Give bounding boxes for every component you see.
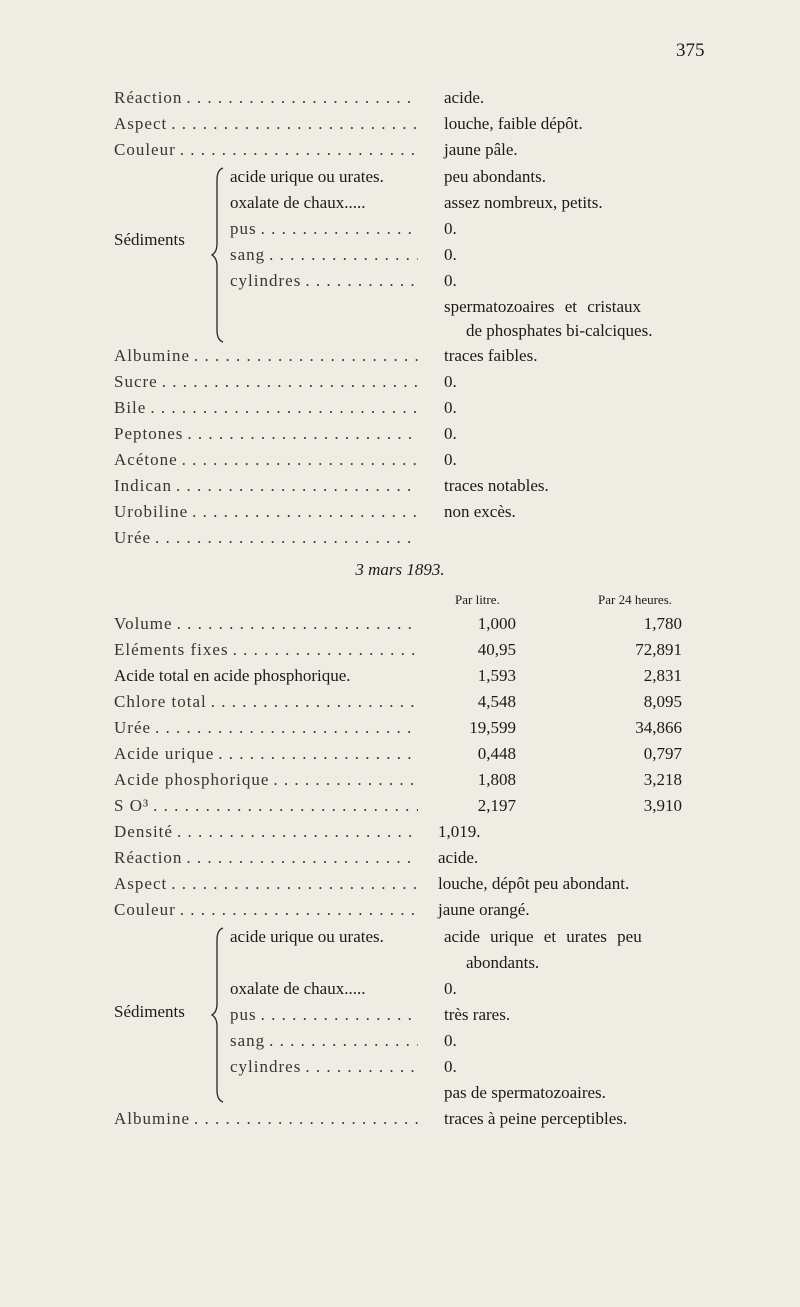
sediment-value: 0. — [444, 271, 457, 290]
sediment-value: très rares. — [444, 1005, 511, 1024]
row-label: Acétone — [114, 450, 182, 469]
list-item — [0, 1028, 800, 1054]
row-label: Albumine — [114, 346, 194, 365]
sediment-value: 0. — [444, 979, 457, 998]
column-header-24h: Par 24 heures. — [598, 592, 673, 607]
row-value: jaune orangé. — [438, 900, 530, 919]
value-24h: 8,095 — [643, 692, 682, 711]
sediment-label: oxalate de chaux..... — [230, 979, 366, 998]
sediment-label: acide urique ou urates. — [230, 927, 384, 946]
row-value: 0. — [444, 424, 457, 443]
sediment-value: 0. — [444, 1031, 457, 1050]
sediment-value: assez nombreux, petits. — [444, 193, 603, 212]
table-row — [0, 689, 800, 715]
value-24h: 34,866 — [635, 718, 682, 737]
sediment-label: cylindres — [230, 1057, 305, 1076]
row-label: Couleur — [114, 900, 180, 919]
sediment-extra: spermatozoaires et cristaux — [444, 297, 642, 316]
row-value: traces notables. — [444, 476, 549, 495]
row-label: Urobiline — [114, 502, 192, 521]
sediment-value: 0. — [444, 1057, 457, 1076]
list-item — [0, 242, 800, 268]
row-label: S O³ — [114, 796, 153, 815]
row-value: acide. — [438, 848, 479, 867]
table-row — [0, 897, 800, 923]
row-label: Chlore total — [114, 692, 211, 711]
table-row — [0, 871, 800, 897]
table-row — [0, 447, 800, 473]
value-litre: 1,000 — [477, 614, 516, 633]
table-row — [0, 845, 800, 871]
row-label: Acide phosphorique — [114, 770, 273, 789]
sediment-extra: pas de spermatozoaires. — [444, 1083, 606, 1102]
sediment-label: oxalate de chaux..... — [230, 193, 366, 212]
row-label: Couleur — [114, 140, 180, 159]
row-label: Urée — [114, 718, 155, 737]
table-row — [0, 137, 800, 163]
row-label: Acide total en acide phosphorique. — [114, 666, 351, 685]
row-label: Sucre — [114, 372, 162, 391]
row-value: 1,019. — [438, 822, 481, 841]
sediment-value: peu abondants. — [444, 167, 546, 186]
sediment-label: pus — [230, 1005, 261, 1024]
sediment-label: sang — [230, 1031, 269, 1050]
sediment-label: pus — [230, 219, 261, 238]
sediment-value: 0. — [444, 245, 457, 264]
table-row — [0, 395, 800, 421]
row-label: Densité — [114, 822, 177, 841]
list-item — [0, 1054, 800, 1080]
row-value: louche, faible dépôt. — [444, 114, 583, 133]
row-value: traces faibles. — [444, 346, 538, 365]
value-litre: 2,197 — [477, 796, 516, 815]
value-24h: 1,780 — [643, 614, 682, 633]
sediment-extra: de phosphates bi-calciques. — [466, 321, 653, 340]
table-row — [0, 343, 800, 369]
list-item — [0, 190, 800, 216]
page-number: 375 — [676, 40, 705, 61]
row-label: Peptones — [114, 424, 187, 443]
value-24h: 72,891 — [635, 640, 682, 659]
table-row — [0, 637, 800, 663]
list-item — [0, 216, 800, 242]
table-row — [0, 421, 800, 447]
list-item — [0, 268, 800, 294]
list-item — [0, 976, 800, 1002]
row-label: Réaction — [114, 848, 186, 867]
table-row — [0, 525, 800, 551]
sediments-label: Sédiments — [114, 1002, 185, 1021]
sediment-label: sang — [230, 245, 269, 264]
value-litre: 1,808 — [477, 770, 516, 789]
table-row — [0, 793, 800, 819]
row-value: jaune pâle. — [444, 140, 518, 159]
sediments-label: Sédiments — [114, 230, 185, 249]
list-item — [0, 294, 800, 320]
row-label: Urée — [114, 528, 155, 547]
row-label: Volume — [114, 614, 177, 633]
row-value: 0. — [444, 450, 457, 469]
value-litre: 19,599 — [469, 718, 516, 737]
row-value: non excès. — [444, 502, 516, 521]
list-item — [0, 318, 800, 344]
value-litre: 1,593 — [477, 666, 516, 685]
table-row — [0, 499, 800, 525]
list-item — [0, 924, 800, 950]
value-24h: 0,797 — [643, 744, 682, 763]
table-row — [0, 741, 800, 767]
row-label: Eléments fixes — [114, 640, 233, 659]
value-litre: 4,548 — [477, 692, 516, 711]
table-row — [0, 611, 800, 637]
row-label: Indican — [114, 476, 176, 495]
sediment-value: 0. — [444, 219, 457, 238]
list-item — [0, 1080, 800, 1106]
sediment-value: acide urique et urates peu — [444, 927, 642, 946]
table-row — [0, 473, 800, 499]
table-row — [0, 1106, 800, 1132]
row-value: louche, dépôt peu abondant. — [438, 874, 630, 893]
list-item — [0, 950, 800, 976]
value-24h: 3,218 — [643, 770, 682, 789]
row-label: Aspect — [114, 114, 171, 133]
table-row — [0, 111, 800, 137]
column-header-litre: Par litre. — [455, 592, 500, 607]
value-litre: 40,95 — [477, 640, 516, 659]
sediment-value: abondants. — [466, 953, 540, 972]
row-label: Réaction — [114, 88, 186, 107]
row-label: Bile — [114, 398, 150, 417]
value-24h: 3,910 — [643, 796, 682, 815]
date-heading: 3 mars 1893. — [355, 560, 445, 579]
row-value: traces à peine perceptibles. — [444, 1109, 628, 1128]
value-24h: 2,831 — [643, 666, 682, 685]
value-litre: 0,448 — [477, 744, 516, 763]
table-row — [0, 663, 800, 689]
list-item — [0, 164, 800, 190]
row-value: acide. — [444, 88, 485, 107]
table-row — [0, 767, 800, 793]
table-row — [0, 819, 800, 845]
row-value: 0. — [444, 372, 457, 391]
table-row — [0, 85, 800, 111]
row-value: 0. — [444, 398, 457, 417]
sediment-label: cylindres — [230, 271, 305, 290]
table-row — [0, 369, 800, 395]
table-row — [0, 715, 800, 741]
row-label: Aspect — [114, 874, 171, 893]
sediment-label: acide urique ou urates. — [230, 167, 384, 186]
row-label: Acide urique — [114, 744, 218, 763]
row-label: Albumine — [114, 1109, 194, 1128]
list-item — [0, 1002, 800, 1028]
